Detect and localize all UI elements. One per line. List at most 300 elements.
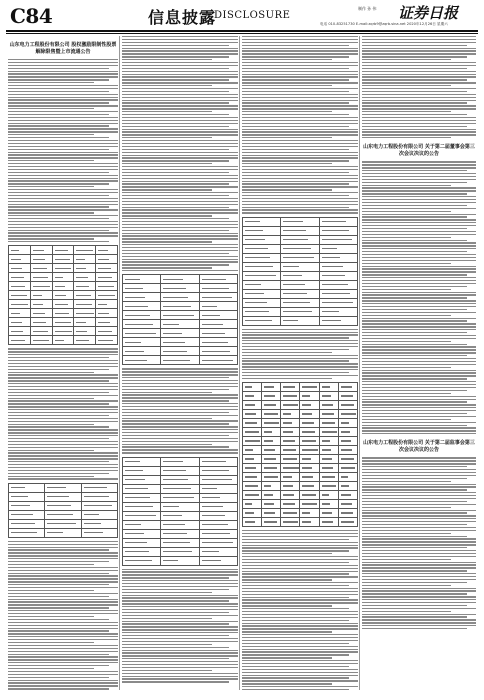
text-line	[8, 458, 118, 459]
text-line	[362, 582, 467, 583]
text-line	[8, 175, 118, 176]
text-line	[362, 187, 476, 188]
text-line	[8, 470, 118, 471]
text-line	[242, 579, 332, 580]
text-line	[362, 76, 476, 77]
table-cell	[300, 428, 319, 437]
table-cell	[199, 329, 237, 338]
text-line	[8, 146, 118, 147]
table-row	[243, 419, 358, 428]
table-cell	[9, 300, 31, 309]
text-line	[362, 518, 476, 519]
text-line	[362, 225, 476, 226]
text-line	[362, 457, 476, 458]
text-line	[122, 88, 238, 89]
text-line	[242, 149, 349, 150]
text-line	[242, 189, 332, 190]
table-cell	[281, 383, 300, 392]
table-cell	[161, 520, 199, 529]
text-line	[362, 466, 467, 467]
text-line	[242, 553, 332, 554]
table-row	[123, 302, 238, 311]
text-line	[362, 228, 467, 229]
text-line	[362, 611, 451, 612]
text-line	[242, 155, 358, 156]
table-cell	[74, 336, 96, 345]
table-row	[9, 501, 118, 510]
table-cell	[52, 246, 74, 255]
text-line	[8, 613, 118, 614]
table-cell	[199, 275, 237, 284]
editor-line: 制作 孙 伟	[358, 6, 377, 11]
table-cell	[319, 307, 357, 316]
text-line	[8, 668, 94, 669]
table-cell	[123, 275, 161, 284]
text-line	[362, 478, 467, 479]
text-line	[242, 74, 358, 75]
text-line	[362, 208, 476, 209]
text-line	[362, 45, 467, 46]
text-line	[242, 663, 358, 664]
text-line	[122, 227, 238, 228]
text-line	[362, 602, 476, 603]
text-line	[8, 688, 109, 689]
text-line	[8, 166, 118, 167]
article-body	[242, 329, 358, 379]
table-row	[123, 284, 238, 293]
table-cell	[199, 502, 237, 511]
text-line	[242, 545, 358, 546]
header-rule-thin	[6, 33, 478, 34]
text-line	[8, 218, 109, 219]
table-cell	[300, 500, 319, 509]
table-cell	[161, 338, 199, 347]
text-line	[8, 432, 118, 433]
text-line	[242, 599, 358, 600]
text-line	[8, 455, 118, 456]
text-line	[242, 108, 358, 109]
text-line	[122, 632, 238, 633]
text-line	[242, 637, 358, 638]
text-line	[242, 111, 332, 112]
table-cell	[243, 226, 281, 235]
table-cell	[319, 410, 338, 419]
text-line	[362, 199, 476, 200]
table-cell	[123, 484, 161, 493]
text-line	[362, 323, 476, 324]
text-line	[362, 114, 467, 115]
text-line	[122, 641, 238, 642]
table-cell	[243, 244, 281, 253]
table-cell	[243, 446, 262, 455]
text-line	[362, 277, 476, 278]
table-cell	[319, 253, 357, 262]
table-row	[9, 318, 118, 327]
text-line	[362, 300, 476, 301]
text-line	[122, 111, 212, 112]
table-cell	[161, 502, 199, 511]
table-cell	[52, 300, 74, 309]
table-cell	[199, 320, 237, 329]
table-row	[243, 280, 358, 289]
table-cell	[9, 264, 31, 273]
table-cell	[9, 318, 31, 327]
text-line	[242, 329, 358, 330]
text-line	[362, 216, 467, 217]
text-line	[8, 192, 118, 193]
text-line	[122, 412, 229, 413]
table-cell	[319, 491, 338, 500]
text-line	[242, 97, 358, 98]
text-line	[122, 426, 238, 427]
text-line	[242, 542, 358, 543]
text-line	[362, 616, 467, 617]
text-line	[8, 426, 109, 427]
table-cell	[81, 528, 117, 537]
text-line	[242, 677, 349, 678]
text-line	[122, 209, 238, 210]
text-line	[242, 181, 358, 182]
text-line	[362, 344, 467, 345]
table-cell	[281, 401, 300, 410]
table-cell	[243, 419, 262, 428]
text-line	[362, 271, 476, 272]
text-line	[362, 79, 467, 80]
text-line	[8, 619, 109, 620]
text-line	[8, 561, 109, 562]
text-line	[242, 337, 349, 338]
text-line	[242, 680, 358, 681]
text-line	[362, 460, 476, 461]
text-line	[8, 227, 118, 228]
table-cell	[300, 410, 319, 419]
text-line	[362, 541, 476, 542]
text-line	[242, 651, 358, 652]
text-line	[122, 36, 238, 37]
text-line	[362, 268, 476, 269]
table-cell	[30, 318, 52, 327]
text-line	[8, 555, 118, 556]
text-line	[8, 587, 118, 588]
text-line	[362, 185, 451, 186]
text-line	[242, 530, 358, 531]
table-cell	[262, 419, 281, 428]
text-line	[122, 389, 229, 390]
table-cell	[281, 437, 300, 446]
table-cell	[319, 500, 338, 509]
text-line	[122, 244, 238, 245]
table-cell	[123, 556, 161, 565]
text-line	[242, 198, 358, 199]
text-line	[122, 644, 212, 645]
table-cell	[199, 556, 237, 565]
text-line	[242, 76, 358, 77]
text-line	[122, 230, 229, 231]
text-line	[362, 97, 476, 98]
table-row	[123, 320, 238, 329]
text-line	[122, 574, 238, 575]
text-line	[122, 82, 238, 83]
table-row	[243, 262, 358, 271]
text-line	[122, 169, 238, 170]
text-line	[362, 570, 467, 571]
text-line	[362, 401, 467, 402]
text-line	[362, 36, 476, 37]
text-line	[8, 137, 109, 138]
table-cell	[338, 518, 357, 527]
text-line	[8, 412, 118, 413]
table-cell	[52, 327, 74, 336]
text-line	[362, 202, 476, 203]
table-cell	[9, 273, 31, 282]
text-line	[362, 211, 451, 212]
table-cell	[199, 293, 237, 302]
text-line	[122, 394, 238, 395]
text-line	[242, 672, 358, 673]
table-cell	[243, 289, 281, 298]
table-cell	[9, 327, 31, 336]
table-cell	[52, 255, 74, 264]
text-line	[242, 675, 358, 676]
table-row	[9, 309, 118, 318]
text-line	[8, 438, 109, 439]
article-body	[242, 530, 358, 690]
table-cell	[74, 327, 96, 336]
text-line	[122, 403, 238, 404]
text-line	[242, 68, 349, 69]
text-line	[362, 320, 467, 321]
text-line	[122, 580, 238, 581]
text-line	[242, 617, 358, 618]
text-line	[242, 201, 358, 202]
text-line	[362, 164, 476, 165]
text-line	[362, 614, 476, 615]
table-row	[243, 217, 358, 226]
table-cell	[199, 493, 237, 502]
table-cell	[123, 293, 161, 302]
text-line	[8, 570, 118, 571]
text-line	[122, 134, 238, 135]
text-line	[242, 39, 358, 40]
text-line	[8, 209, 118, 210]
text-line	[122, 224, 238, 225]
text-line	[122, 207, 229, 208]
table-cell	[123, 466, 161, 475]
text-line	[8, 201, 118, 202]
table-cell	[199, 338, 237, 347]
text-line	[8, 654, 109, 655]
text-line	[8, 447, 118, 448]
table-cell	[123, 457, 161, 466]
table-row	[9, 255, 118, 264]
text-line	[8, 552, 118, 553]
text-line	[8, 180, 118, 181]
table-cell	[338, 401, 357, 410]
text-line	[8, 154, 118, 155]
text-line	[8, 415, 109, 416]
text-line	[122, 423, 229, 424]
table-cell	[52, 273, 74, 282]
text-line	[242, 178, 358, 179]
text-line	[362, 370, 476, 371]
table-cell	[9, 519, 45, 528]
table-cell	[30, 273, 52, 282]
table-row	[243, 491, 358, 500]
text-line	[8, 406, 118, 407]
table-cell	[300, 446, 319, 455]
text-line	[242, 631, 332, 632]
text-line	[8, 418, 118, 419]
text-line	[362, 173, 476, 174]
table-cell	[9, 255, 31, 264]
table-cell	[96, 291, 118, 300]
table-row	[243, 235, 358, 244]
text-line	[362, 94, 476, 95]
table-cell	[262, 428, 281, 437]
text-line	[8, 578, 118, 579]
text-line	[8, 363, 118, 364]
table-cell	[96, 336, 118, 345]
text-line	[122, 68, 229, 69]
text-line	[122, 56, 229, 57]
text-line	[8, 108, 94, 109]
text-line	[362, 358, 476, 359]
table-cell	[300, 509, 319, 518]
text-line	[242, 209, 358, 210]
text-line	[362, 100, 476, 101]
text-line	[122, 647, 229, 648]
text-line	[8, 441, 118, 442]
table-cell	[262, 446, 281, 455]
column-3	[242, 36, 358, 690]
table-cell	[123, 520, 161, 529]
text-line	[8, 665, 109, 666]
table-row	[243, 298, 358, 307]
text-line	[242, 53, 358, 54]
text-line	[362, 234, 476, 235]
text-line	[362, 512, 467, 513]
table-row	[123, 511, 238, 520]
text-line	[362, 266, 476, 267]
table-cell	[9, 282, 31, 291]
text-line	[122, 221, 238, 222]
text-line	[242, 628, 358, 629]
table-row	[243, 410, 358, 419]
text-line	[122, 123, 238, 124]
text-line	[242, 183, 349, 184]
text-line	[122, 652, 238, 653]
text-line	[122, 146, 238, 147]
text-line	[8, 238, 94, 239]
text-line	[8, 366, 118, 367]
table-cell	[338, 383, 357, 392]
table-row	[9, 519, 118, 528]
text-line	[242, 355, 358, 356]
text-line	[362, 579, 476, 580]
table-cell	[300, 392, 319, 401]
table-cell	[262, 392, 281, 401]
table-row	[123, 547, 238, 556]
text-line	[242, 334, 358, 335]
text-line	[242, 172, 349, 173]
table-cell	[123, 320, 161, 329]
table-cell	[199, 311, 237, 320]
text-line	[242, 137, 332, 138]
text-line	[8, 172, 109, 173]
text-line	[122, 256, 238, 257]
article-body	[8, 348, 118, 479]
text-line	[8, 685, 118, 686]
text-line	[8, 377, 118, 378]
text-line	[8, 452, 118, 453]
text-line	[8, 76, 118, 77]
text-line	[242, 571, 358, 572]
table-cell	[319, 226, 357, 235]
text-line	[8, 117, 118, 118]
text-line	[242, 533, 358, 534]
table-cell	[123, 538, 161, 547]
table-cell	[81, 510, 117, 519]
text-line	[122, 250, 238, 251]
text-line	[242, 346, 358, 347]
table-cell	[319, 316, 357, 325]
text-line	[362, 469, 476, 470]
text-line	[8, 651, 118, 652]
text-line	[362, 489, 467, 490]
text-line	[122, 39, 238, 40]
text-line	[362, 289, 451, 290]
text-line	[362, 387, 476, 388]
text-line	[362, 384, 476, 385]
table-cell	[9, 528, 45, 537]
meta-line: 电话 010-83251730 E-mail:zqrb9@zqrb.sina.net 2020年12月26日 星期六	[320, 22, 448, 26]
text-line	[242, 79, 349, 80]
text-line	[8, 392, 109, 393]
text-line	[362, 105, 476, 106]
table-cell	[319, 383, 338, 392]
text-line	[122, 432, 238, 433]
text-line	[122, 129, 238, 130]
text-line	[122, 577, 229, 578]
table-cell	[96, 264, 118, 273]
text-line	[362, 625, 476, 626]
text-line	[362, 219, 476, 220]
text-line	[362, 240, 467, 241]
table-row	[123, 457, 238, 466]
table-cell	[281, 464, 300, 473]
text-line	[122, 655, 238, 656]
text-line	[362, 182, 467, 183]
text-line	[122, 261, 238, 262]
table-row	[243, 401, 358, 410]
text-line	[122, 678, 238, 679]
text-line	[122, 235, 238, 236]
table-cell	[30, 264, 52, 273]
table-cell	[319, 482, 338, 491]
text-line	[362, 463, 476, 464]
text-line	[8, 204, 118, 205]
table-cell	[74, 300, 96, 309]
table-cell	[52, 264, 74, 273]
text-line	[8, 476, 94, 477]
text-line	[362, 407, 476, 408]
text-line	[242, 611, 358, 612]
data-table	[8, 483, 118, 538]
table-cell	[123, 338, 161, 347]
table-cell	[319, 298, 357, 307]
text-line	[122, 383, 238, 384]
table-cell	[161, 484, 199, 493]
